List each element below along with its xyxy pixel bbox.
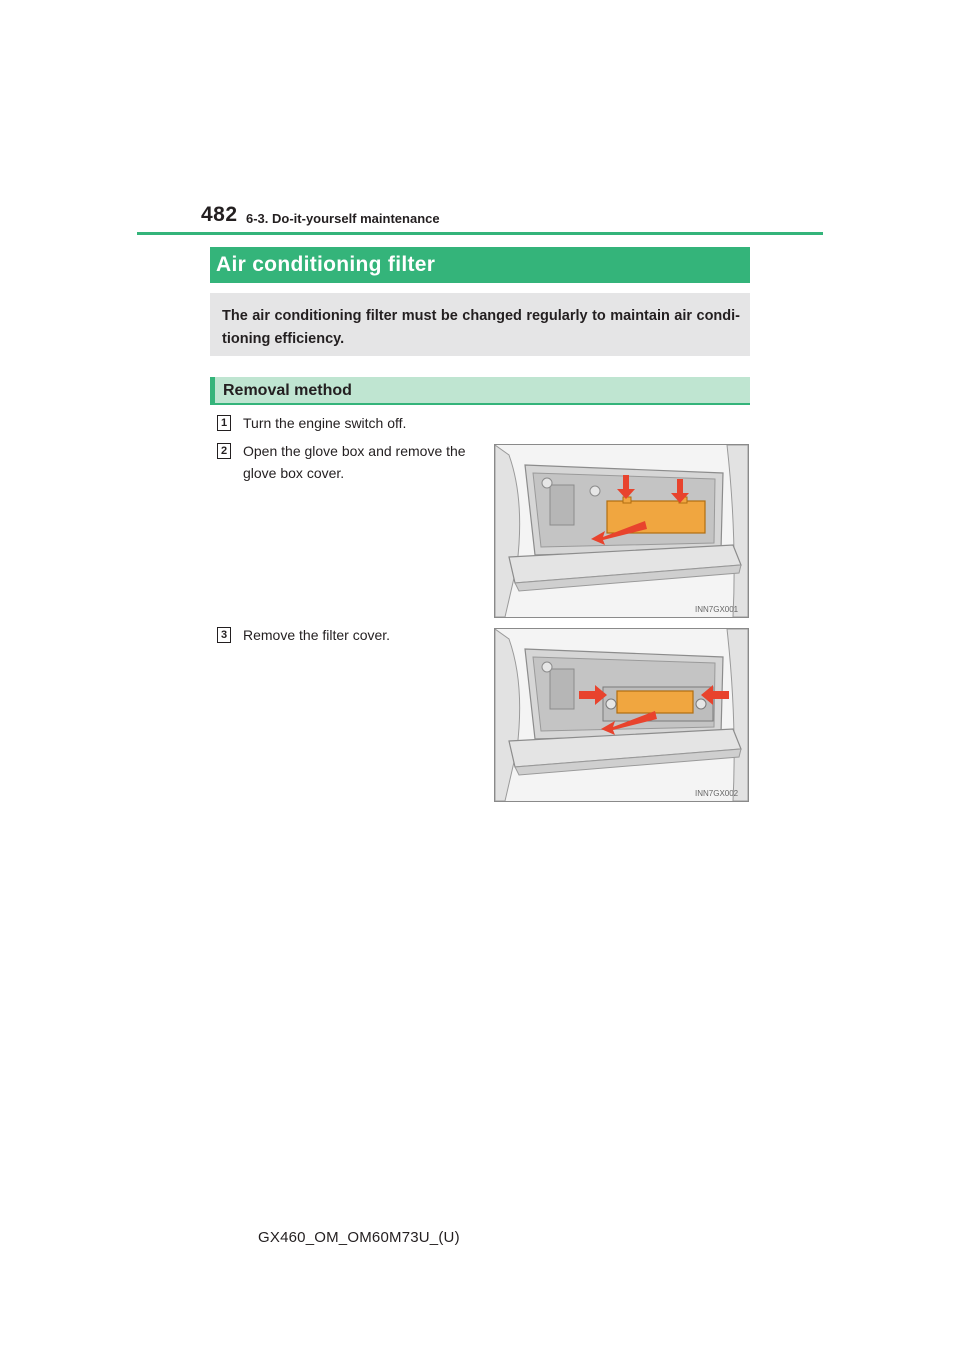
- step-1-number: 1: [217, 415, 231, 431]
- page-number: 482: [201, 203, 238, 226]
- subsection-heading: Removal method: [210, 377, 750, 405]
- header-rule: [137, 232, 823, 235]
- figure-code-1: INN7GX001: [695, 605, 739, 614]
- step-3-number: 3: [217, 627, 231, 643]
- figure-code-2: INN7GX002: [695, 789, 739, 798]
- step-2-text: Open the glove box and remove the glove box cover.: [243, 443, 466, 481]
- section-title: 6-3. Do-it-yourself maintenance: [246, 211, 440, 226]
- intro-text: The air conditioning filter must be changed regularly to maintain air condi-tioning efficiency.: [210, 293, 750, 356]
- step-1-text: Turn the engine switch off.: [243, 415, 407, 431]
- step-3-text: Remove the filter cover.: [243, 627, 391, 643]
- footer-document-code: GX460_OM_OM60M73U_(U): [258, 1229, 460, 1246]
- step-2-number: 2: [217, 443, 231, 459]
- filter-cover-illustration: [494, 628, 749, 802]
- glove-box-cover-illustration: [494, 444, 749, 618]
- page-title: Air conditioning filter: [210, 247, 750, 283]
